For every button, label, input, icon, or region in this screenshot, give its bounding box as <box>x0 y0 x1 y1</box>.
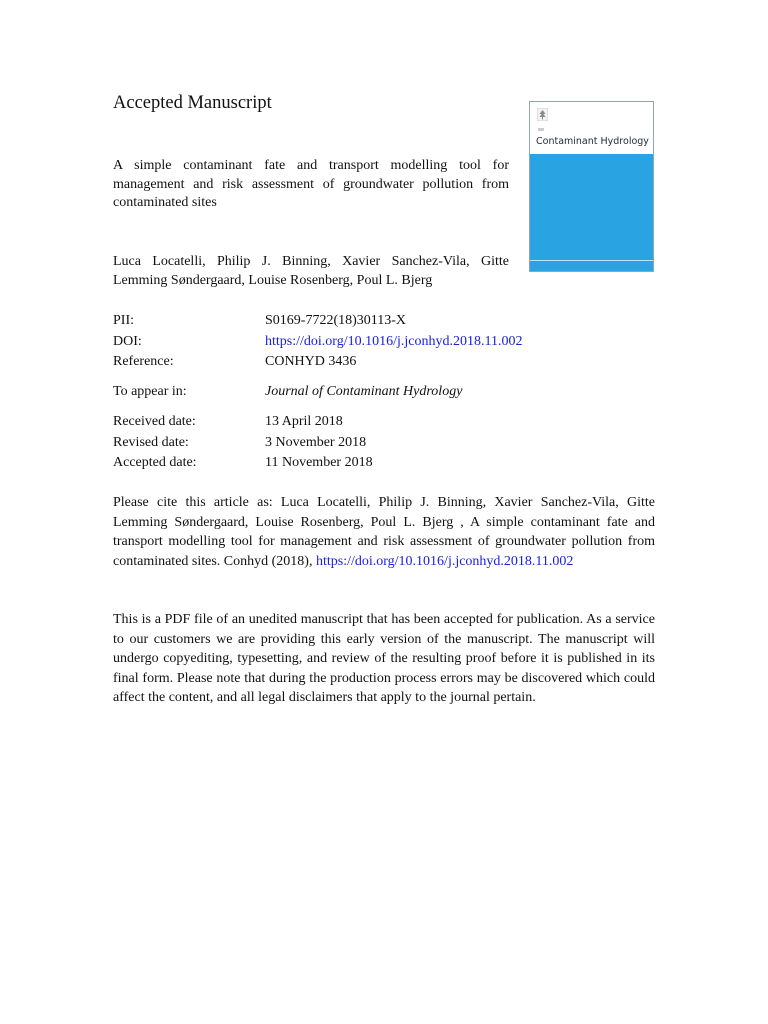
disclaimer-paragraph: This is a PDF file of an unedited manuscript that has been accepted for publication. As a service to our customers we are providing this early version of the manuscript. The manuscript will undergo copyediting, typesetting, and review of the resulting proof before it is published in its final form. Please note that during the production process errors may be discovered which could affect the content, and all legal disclaimers that apply to the journal pertain. <box>113 612 655 705</box>
elsevier-tree-icon <box>537 108 548 121</box>
article-title: A simple contaminant fate and transport modelling tool for management and risk assessment of groundwater pollution from contaminated sites <box>113 158 509 210</box>
revised-value: 3 November 2018 <box>265 434 367 450</box>
appear-label: To appear in: <box>113 384 187 399</box>
accepted-value: 11 November 2018 <box>265 455 373 470</box>
page-heading: Accepted Manuscript <box>113 93 272 113</box>
pii-row <box>113 311 658 332</box>
received-row <box>113 412 658 433</box>
cover-footer <box>530 261 653 271</box>
journal-name: Journal of Contaminant Hydrology <box>265 384 463 399</box>
citation-text: Please cite this article as: Luca Locatelli, Philip J. Binning, Xavier Sanchez-Vila, Gitte Lemming Søndergaard, Louise Rosenberg, Poul L. Bjerg , A simple contaminant fate and transport modelling tool for management and risk assessment of groundwater pollution from contaminated sites. Conhyd (2018), <box>113 495 655 569</box>
cover-mark-icon <box>538 128 544 131</box>
doi-label: DOI: <box>113 333 142 349</box>
received-value: 13 April 2018 <box>265 414 343 429</box>
cover-header <box>530 102 653 154</box>
accepted-label: Accepted date: <box>113 455 197 470</box>
journal-cover <box>529 101 654 272</box>
pii-label: PII: <box>113 313 134 328</box>
citation-doi-link[interactable]: https://doi.org/10.1016/j.jconhyd.2018.11.002 <box>315 553 574 569</box>
appear-row <box>113 382 658 403</box>
identifier-block <box>113 311 658 373</box>
cover-blue-panel <box>530 154 653 260</box>
received-label: Received date: <box>113 414 196 429</box>
accepted-row <box>113 453 658 474</box>
reference-value: CONHYD 3436 <box>265 354 357 369</box>
revised-label: Revised date: <box>113 434 189 450</box>
citation-paragraph <box>113 493 655 571</box>
cover-journal-name: Contaminant Hydrology <box>536 136 649 147</box>
reference-label: Reference: <box>113 354 174 369</box>
reference-row <box>113 352 658 373</box>
author-list: Luca Locatelli, Philip J. Binning, Xavier Sanchez-Vila, Gitte Lemming Søndergaard, Louise Rosenberg, Poul L. Bjerg <box>113 254 509 288</box>
dates-block <box>113 412 658 474</box>
doi-row <box>113 332 658 353</box>
doi-link[interactable]: https://doi.org/10.1016/j.jconhyd.2018.11.002 <box>265 333 523 349</box>
revised-row <box>113 433 658 454</box>
appear-block <box>113 382 658 403</box>
pii-value: S0169-7722(18)30113-X <box>265 313 407 328</box>
